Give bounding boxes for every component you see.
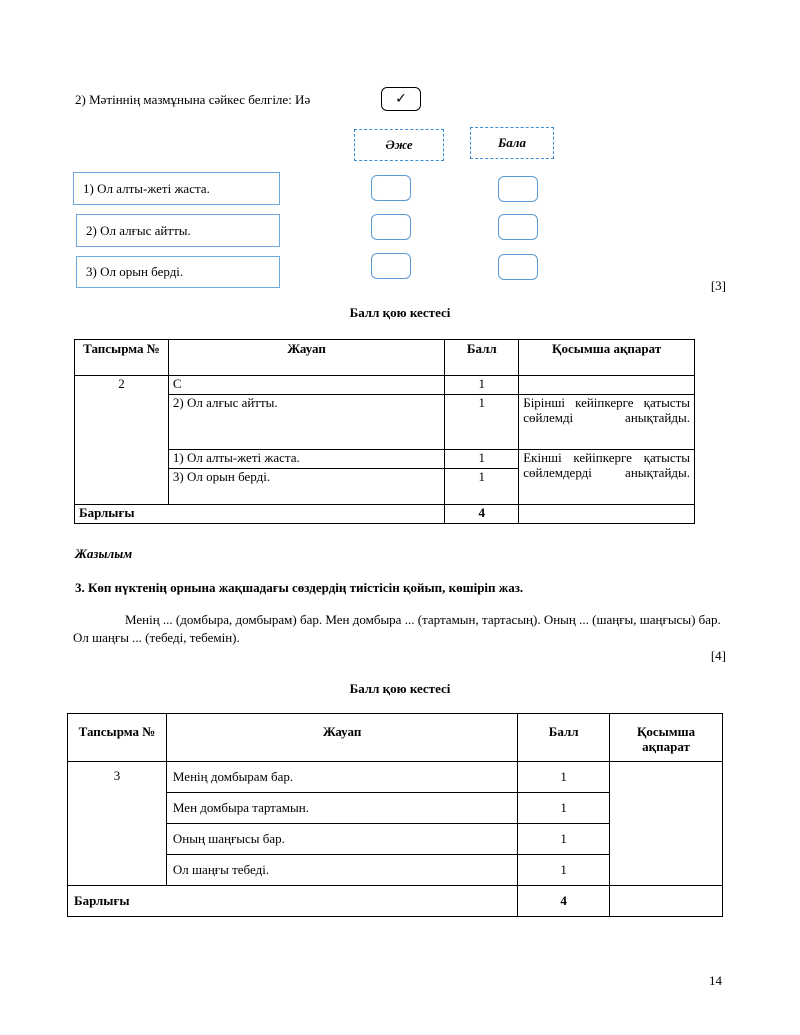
- answer-box-aje-1[interactable]: [371, 175, 411, 201]
- table-total-row: [68, 886, 723, 917]
- score-cell: 1: [445, 376, 519, 395]
- extra-cell: [610, 762, 723, 886]
- table1-title: Балл қою кестесі: [349, 305, 451, 320]
- question-2-prompt: 2) Мәтіннің мазмұнына сәйкес белгіле: Иә: [75, 92, 311, 107]
- table-row: [75, 450, 695, 469]
- table-total-row: [75, 505, 695, 524]
- total-label: Барлығы: [68, 886, 518, 917]
- header-score: Балл: [518, 714, 610, 762]
- table-header-row: [75, 340, 695, 376]
- score-cell: 1: [445, 469, 519, 505]
- score-cell: 1: [445, 395, 519, 450]
- table-header-row: [68, 714, 723, 762]
- header-score: Балл: [445, 340, 519, 376]
- answer-cell: Мен домбыра тартамын.: [166, 793, 517, 824]
- table-row: [75, 395, 695, 450]
- score-cell: 1: [518, 855, 610, 886]
- answer-box-aje-2[interactable]: [371, 214, 411, 240]
- table-row: [68, 762, 723, 793]
- answer-cell: 2) Ол алғыс айтты.: [168, 395, 444, 450]
- score-cell: 1: [518, 762, 610, 793]
- answer-box-bala-3[interactable]: [498, 254, 538, 280]
- answer-cell: C: [168, 376, 444, 395]
- extra-cell: Бірінші кейіпкерге қатысты сөйлемді анықтайды.: [519, 395, 695, 450]
- header-task-no: Тапсырма №: [75, 340, 169, 376]
- header-answer: Жауап: [168, 340, 444, 376]
- header-task-no: Тапсырма №: [68, 714, 167, 762]
- statement-1: 1) Ол алты-жеті жаста.: [73, 172, 280, 205]
- total-extra: [610, 886, 723, 917]
- task-3-title: 3. Көп нүктенің орнына жақшадағы сөздердің тиістісін қойып, көшіріп жаз.: [75, 580, 524, 595]
- score-table-1: [74, 339, 695, 524]
- score-mark-q2: [3]: [710, 278, 726, 293]
- yes-checkbox-example: [381, 87, 421, 111]
- score-mark-q3: [4]: [710, 648, 726, 663]
- score-cell: 1: [518, 824, 610, 855]
- extra-cell: Екінші кейіпкерге қатысты сөйлемдерді анықтайды.: [519, 450, 695, 505]
- statement-3: 3) Ол орын берді.: [76, 256, 280, 288]
- total-extra: [519, 505, 695, 524]
- header-answer: Жауап: [166, 714, 517, 762]
- answer-cell: Оның шаңғысы бар.: [166, 824, 517, 855]
- answer-box-bala-2[interactable]: [498, 214, 538, 240]
- task-number-cell: 2: [75, 376, 169, 505]
- answer-cell: 3) Ол орын берді.: [168, 469, 444, 505]
- task-3-text: Менің ... (домбыра, домбырам) бар. Мен домбыра ... (тартамын, тартасың). Оның ... (шаңғы, шаңғысы) бар. Ол шаңғы ... (тебеді, тебемін).: [73, 612, 721, 645]
- total-label: Барлығы: [75, 505, 445, 524]
- table-row: [75, 376, 695, 395]
- check-mark-icon: ✓: [395, 91, 407, 107]
- section-title: Жазылым: [75, 546, 133, 561]
- total-score: 4: [445, 505, 519, 524]
- answer-cell: Менің домбырам бар.: [166, 762, 517, 793]
- page-number: 14: [709, 973, 722, 988]
- extra-cell: [519, 376, 695, 395]
- table2-title: Балл қою кестесі: [349, 681, 451, 696]
- column-header-bala: Бала: [470, 127, 554, 159]
- header-extra: Қосымша ақпарат: [519, 340, 695, 376]
- score-cell: 1: [518, 793, 610, 824]
- column-header-aje: Әже: [354, 129, 444, 161]
- answer-box-bala-1[interactable]: [498, 176, 538, 202]
- answer-cell: 1) Ол алты-жеті жаста.: [168, 450, 444, 469]
- score-cell: 1: [445, 450, 519, 469]
- statement-2: 2) Ол алғыс айтты.: [76, 214, 280, 247]
- answer-box-aje-3[interactable]: [371, 253, 411, 279]
- header-extra: Қосымша ақпарат: [610, 714, 723, 762]
- answer-cell: Ол шаңғы тебеді.: [166, 855, 517, 886]
- task-number-cell: 3: [68, 762, 167, 886]
- score-table-2: [67, 713, 723, 917]
- total-score: 4: [518, 886, 610, 917]
